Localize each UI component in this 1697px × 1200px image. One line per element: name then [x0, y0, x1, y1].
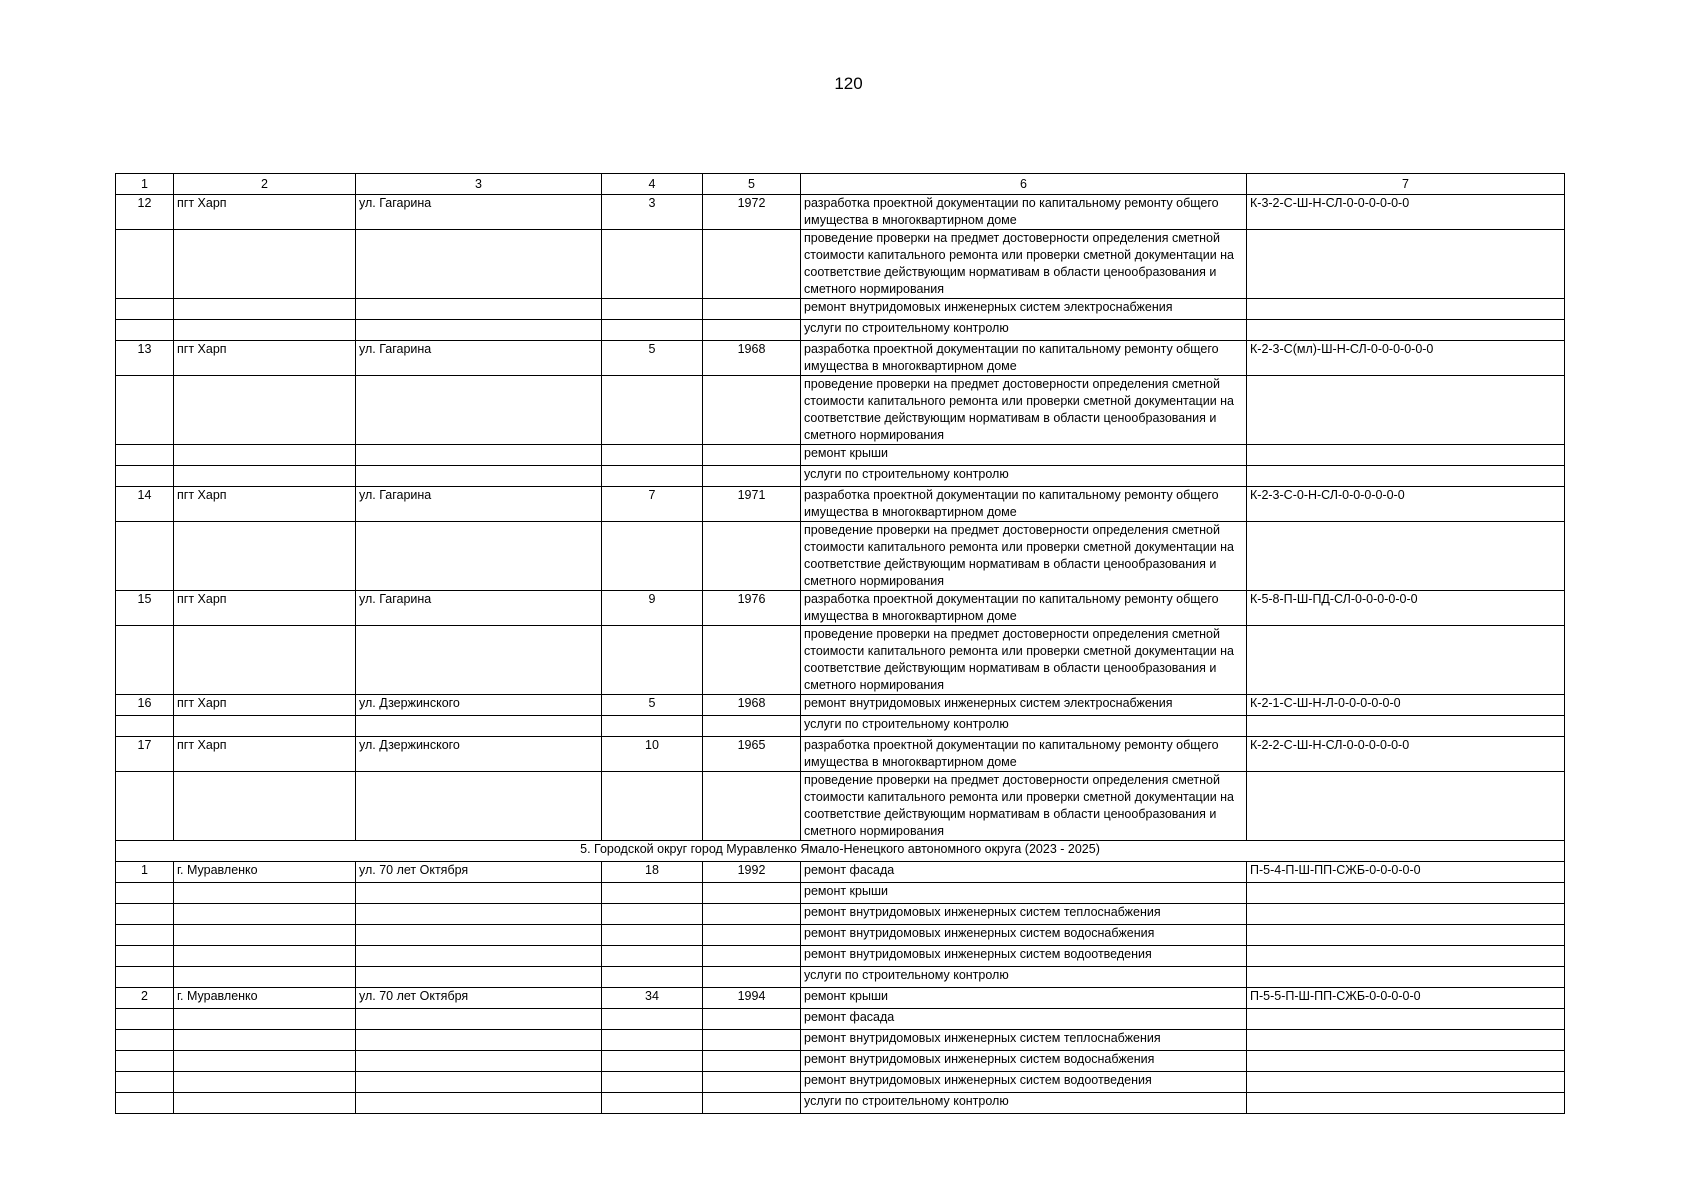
table-row	[116, 487, 1565, 522]
table-row	[116, 716, 1565, 737]
build-year-cell	[703, 522, 801, 591]
build-year-cell	[703, 626, 801, 695]
street-cell	[356, 320, 602, 341]
house-number-cell: 18	[602, 862, 703, 883]
work-type-cell: разработка проектной документации по капитальному ремонту общего имущества в многоквартирном доме	[801, 737, 1247, 772]
house-code-cell: К-2-2-С-Ш-Н-СЛ-0-0-0-0-0-0	[1247, 737, 1565, 772]
settlement-cell	[174, 445, 356, 466]
street-cell: ул. Гагарина	[356, 591, 602, 626]
page-number: 120	[834, 74, 863, 93]
column-header: 4	[602, 174, 703, 195]
house-number-cell	[602, 1030, 703, 1051]
house-code-cell	[1247, 1072, 1565, 1093]
work-type-cell: услуги по строительному контролю	[801, 320, 1247, 341]
house-number-cell	[602, 967, 703, 988]
work-type-cell: разработка проектной документации по капитальному ремонту общего имущества в многоквартирном доме	[801, 487, 1247, 522]
house-code-cell	[1247, 904, 1565, 925]
build-year-cell	[703, 925, 801, 946]
build-year-cell	[703, 445, 801, 466]
house-number-cell	[602, 925, 703, 946]
row-number-cell	[116, 772, 174, 841]
row-number-cell: 16	[116, 695, 174, 716]
row-number-cell	[116, 1093, 174, 1114]
column-header: 1	[116, 174, 174, 195]
build-year-cell: 1971	[703, 487, 801, 522]
street-cell	[356, 522, 602, 591]
build-year-cell	[703, 1030, 801, 1051]
row-number-cell	[116, 946, 174, 967]
work-type-cell: ремонт внутридомовых инженерных систем теплоснабжения	[801, 1030, 1247, 1051]
build-year-cell	[703, 1093, 801, 1114]
settlement-cell	[174, 1051, 356, 1072]
house-number-cell	[602, 883, 703, 904]
work-type-cell: услуги по строительному контролю	[801, 466, 1247, 487]
house-code-cell	[1247, 883, 1565, 904]
row-number-cell	[116, 626, 174, 695]
table-row	[116, 883, 1565, 904]
row-number-cell	[116, 716, 174, 737]
street-cell	[356, 1009, 602, 1030]
build-year-cell	[703, 1009, 801, 1030]
house-number-cell: 9	[602, 591, 703, 626]
house-code-cell: П-5-4-П-Ш-ПП-СЖБ-0-0-0-0-0	[1247, 862, 1565, 883]
build-year-cell	[703, 772, 801, 841]
row-number-cell: 17	[116, 737, 174, 772]
work-type-cell: разработка проектной документации по капитальному ремонту общего имущества в многоквартирном доме	[801, 195, 1247, 230]
table-row	[116, 695, 1565, 716]
section-title: 5. Городской округ город Муравленко Ямало-Ненецкого автономного округа (2023 - 2025)	[116, 841, 1565, 862]
settlement-cell	[174, 522, 356, 591]
house-number-cell	[602, 522, 703, 591]
house-code-cell	[1247, 1030, 1565, 1051]
work-type-cell: ремонт внутридомовых инженерных систем электроснабжения	[801, 299, 1247, 320]
house-number-cell	[602, 946, 703, 967]
house-number-cell	[602, 1093, 703, 1114]
build-year-cell: 1972	[703, 195, 801, 230]
house-number-cell	[602, 626, 703, 695]
settlement-cell: пгт Харп	[174, 487, 356, 522]
build-year-cell	[703, 376, 801, 445]
street-cell	[356, 967, 602, 988]
street-cell	[356, 376, 602, 445]
row-number-cell	[116, 522, 174, 591]
table-row	[116, 320, 1565, 341]
table-row	[116, 445, 1565, 466]
settlement-cell: г. Муравленко	[174, 988, 356, 1009]
row-number-cell	[116, 967, 174, 988]
row-number-cell	[116, 320, 174, 341]
house-code-cell	[1247, 466, 1565, 487]
house-code-cell	[1247, 376, 1565, 445]
house-code-cell	[1247, 299, 1565, 320]
table-row	[116, 341, 1565, 376]
work-type-cell: разработка проектной документации по капитальному ремонту общего имущества в многоквартирном доме	[801, 341, 1247, 376]
work-type-cell: ремонт фасада	[801, 1009, 1247, 1030]
table-row	[116, 195, 1565, 230]
settlement-cell	[174, 299, 356, 320]
street-cell: ул. 70 лет Октября	[356, 862, 602, 883]
table-row	[116, 946, 1565, 967]
settlement-cell: пгт Харп	[174, 591, 356, 626]
build-year-cell: 1968	[703, 695, 801, 716]
street-cell	[356, 1072, 602, 1093]
work-type-cell: услуги по строительному контролю	[801, 967, 1247, 988]
build-year-cell: 1992	[703, 862, 801, 883]
settlement-cell	[174, 883, 356, 904]
table-row	[116, 1009, 1565, 1030]
row-number-cell	[116, 904, 174, 925]
house-code-cell: К-3-2-С-Ш-Н-СЛ-0-0-0-0-0-0	[1247, 195, 1565, 230]
street-cell	[356, 716, 602, 737]
table-row	[116, 626, 1565, 695]
row-number-cell: 14	[116, 487, 174, 522]
table-row	[116, 925, 1565, 946]
street-cell	[356, 1093, 602, 1114]
build-year-cell: 1968	[703, 341, 801, 376]
house-number-cell: 10	[602, 737, 703, 772]
house-code-cell	[1247, 230, 1565, 299]
house-number-cell	[602, 772, 703, 841]
work-type-cell: ремонт внутридомовых инженерных систем электроснабжения	[801, 695, 1247, 716]
house-code-cell	[1247, 946, 1565, 967]
settlement-cell	[174, 230, 356, 299]
table-row	[116, 1072, 1565, 1093]
work-type-cell: проведение проверки на предмет достоверности определения сметной стоимости капитального ремонта или проверки сметной документации на соответствие действующим нормативам в области ценообразования и сметного нормирования	[801, 522, 1247, 591]
work-type-cell: проведение проверки на предмет достоверности определения сметной стоимости капитального ремонта или проверки сметной документации на соответствие действующим нормативам в области ценообразования и сметного нормирования	[801, 772, 1247, 841]
build-year-cell	[703, 883, 801, 904]
settlement-cell	[174, 1030, 356, 1051]
house-code-cell	[1247, 522, 1565, 591]
row-number-cell	[116, 445, 174, 466]
table-row	[116, 466, 1565, 487]
work-type-cell: ремонт внутридомовых инженерных систем водоотведения	[801, 946, 1247, 967]
work-type-cell: проведение проверки на предмет достоверности определения сметной стоимости капитального ремонта или проверки сметной документации на соответствие действующим нормативам в области ценообразования и сметного нормирования	[801, 230, 1247, 299]
row-number-cell	[116, 1051, 174, 1072]
street-cell	[356, 1051, 602, 1072]
house-number-cell: 7	[602, 487, 703, 522]
row-number-cell: 1	[116, 862, 174, 883]
street-cell	[356, 626, 602, 695]
house-number-cell	[602, 445, 703, 466]
row-number-cell: 15	[116, 591, 174, 626]
street-cell: ул. Дзержинского	[356, 737, 602, 772]
house-code-cell	[1247, 320, 1565, 341]
street-cell: ул. Гагарина	[356, 487, 602, 522]
table-row	[116, 862, 1565, 883]
settlement-cell	[174, 1009, 356, 1030]
row-number-cell	[116, 466, 174, 487]
settlement-cell	[174, 946, 356, 967]
build-year-cell	[703, 299, 801, 320]
house-number-cell	[602, 716, 703, 737]
house-code-cell: П-5-5-П-Ш-ПП-СЖБ-0-0-0-0-0	[1247, 988, 1565, 1009]
street-cell: ул. Гагарина	[356, 195, 602, 230]
build-year-cell	[703, 946, 801, 967]
table-row	[116, 1093, 1565, 1114]
table-row	[116, 299, 1565, 320]
work-type-cell: проведение проверки на предмет достоверности определения сметной стоимости капитального ремонта или проверки сметной документации на соответствие действующим нормативам в области ценообразования и сметного нормирования	[801, 626, 1247, 695]
work-type-cell: ремонт внутридомовых инженерных систем теплоснабжения	[801, 904, 1247, 925]
column-header: 5	[703, 174, 801, 195]
table-row	[116, 522, 1565, 591]
row-number-cell	[116, 883, 174, 904]
row-number-cell	[116, 1030, 174, 1051]
house-code-cell	[1247, 445, 1565, 466]
house-number-cell	[602, 376, 703, 445]
column-header: 7	[1247, 174, 1565, 195]
house-code-cell	[1247, 772, 1565, 841]
house-number-cell	[602, 299, 703, 320]
column-header: 6	[801, 174, 1247, 195]
table-row	[116, 967, 1565, 988]
street-cell	[356, 946, 602, 967]
street-cell	[356, 230, 602, 299]
build-year-cell	[703, 230, 801, 299]
build-year-cell	[703, 466, 801, 487]
street-cell	[356, 466, 602, 487]
settlement-cell: пгт Харп	[174, 695, 356, 716]
row-number-cell	[116, 1009, 174, 1030]
header-row	[116, 174, 1565, 195]
settlement-cell: пгт Харп	[174, 195, 356, 230]
table-body	[116, 195, 1565, 1114]
settlement-cell: пгт Харп	[174, 737, 356, 772]
table-row	[116, 1051, 1565, 1072]
house-code-cell: К-2-3-С-0-Н-СЛ-0-0-0-0-0-0	[1247, 487, 1565, 522]
house-code-cell: К-5-8-П-Ш-ПД-СЛ-0-0-0-0-0-0	[1247, 591, 1565, 626]
column-header: 2	[174, 174, 356, 195]
settlement-cell	[174, 1093, 356, 1114]
work-type-cell: ремонт крыши	[801, 445, 1247, 466]
table-row	[116, 1030, 1565, 1051]
street-cell	[356, 904, 602, 925]
house-number-cell	[602, 1009, 703, 1030]
house-number-cell	[602, 1072, 703, 1093]
settlement-cell	[174, 466, 356, 487]
work-type-cell: услуги по строительному контролю	[801, 1093, 1247, 1114]
work-type-cell: ремонт крыши	[801, 883, 1247, 904]
row-number-cell	[116, 925, 174, 946]
house-number-cell	[602, 904, 703, 925]
street-cell: ул. Дзержинского	[356, 695, 602, 716]
work-type-cell: ремонт внутридомовых инженерных систем водоотведения	[801, 1072, 1247, 1093]
street-cell	[356, 925, 602, 946]
table-row	[116, 591, 1565, 626]
table-row	[116, 904, 1565, 925]
settlement-cell	[174, 626, 356, 695]
work-type-cell: ремонт внутридомовых инженерных систем водоснабжения	[801, 1051, 1247, 1072]
build-year-cell	[703, 904, 801, 925]
table-row	[116, 988, 1565, 1009]
work-type-cell: ремонт крыши	[801, 988, 1247, 1009]
house-code-cell: К-2-3-С(мл)-Ш-Н-СЛ-0-0-0-0-0-0	[1247, 341, 1565, 376]
row-number-cell	[116, 299, 174, 320]
street-cell	[356, 1030, 602, 1051]
build-year-cell	[703, 967, 801, 988]
column-header: 3	[356, 174, 602, 195]
settlement-cell: г. Муравленко	[174, 862, 356, 883]
build-year-cell: 1976	[703, 591, 801, 626]
house-code-cell	[1247, 626, 1565, 695]
row-number-cell: 12	[116, 195, 174, 230]
repair-schedule-table	[115, 173, 1565, 1114]
build-year-cell: 1994	[703, 988, 801, 1009]
row-number-cell: 2	[116, 988, 174, 1009]
work-type-cell: разработка проектной документации по капитальному ремонту общего имущества в многоквартирном доме	[801, 591, 1247, 626]
settlement-cell	[174, 376, 356, 445]
street-cell: ул. Гагарина	[356, 341, 602, 376]
table-row	[116, 230, 1565, 299]
house-code-cell	[1247, 1051, 1565, 1072]
row-number-cell	[116, 376, 174, 445]
house-number-cell: 3	[602, 195, 703, 230]
house-number-cell	[602, 466, 703, 487]
settlement-cell	[174, 904, 356, 925]
table-row	[116, 376, 1565, 445]
house-code-cell	[1247, 1009, 1565, 1030]
settlement-cell: пгт Харп	[174, 341, 356, 376]
street-cell	[356, 445, 602, 466]
work-type-cell: ремонт фасада	[801, 862, 1247, 883]
house-number-cell: 5	[602, 341, 703, 376]
house-code-cell	[1247, 716, 1565, 737]
work-type-cell: проведение проверки на предмет достоверности определения сметной стоимости капитального ремонта или проверки сметной документации на соответствие действующим нормативам в области ценообразования и сметного нормирования	[801, 376, 1247, 445]
row-number-cell	[116, 1072, 174, 1093]
settlement-cell	[174, 772, 356, 841]
build-year-cell	[703, 1051, 801, 1072]
section-row	[116, 841, 1565, 862]
house-number-cell: 34	[602, 988, 703, 1009]
house-code-cell	[1247, 967, 1565, 988]
build-year-cell	[703, 320, 801, 341]
house-code-cell	[1247, 1093, 1565, 1114]
build-year-cell	[703, 716, 801, 737]
street-cell: ул. 70 лет Октября	[356, 988, 602, 1009]
build-year-cell	[703, 1072, 801, 1093]
work-type-cell: услуги по строительному контролю	[801, 716, 1247, 737]
house-number-cell: 5	[602, 695, 703, 716]
house-code-cell	[1247, 925, 1565, 946]
house-number-cell	[602, 1051, 703, 1072]
street-cell	[356, 772, 602, 841]
settlement-cell	[174, 925, 356, 946]
house-number-cell	[602, 320, 703, 341]
street-cell	[356, 883, 602, 904]
row-number-cell	[116, 230, 174, 299]
street-cell	[356, 299, 602, 320]
row-number-cell: 13	[116, 341, 174, 376]
settlement-cell	[174, 320, 356, 341]
table-row	[116, 772, 1565, 841]
table-row	[116, 737, 1565, 772]
settlement-cell	[174, 967, 356, 988]
settlement-cell	[174, 1072, 356, 1093]
house-code-cell: К-2-1-С-Ш-Н-Л-0-0-0-0-0-0	[1247, 695, 1565, 716]
build-year-cell: 1965	[703, 737, 801, 772]
house-number-cell	[602, 230, 703, 299]
work-type-cell: ремонт внутридомовых инженерных систем водоснабжения	[801, 925, 1247, 946]
settlement-cell	[174, 716, 356, 737]
